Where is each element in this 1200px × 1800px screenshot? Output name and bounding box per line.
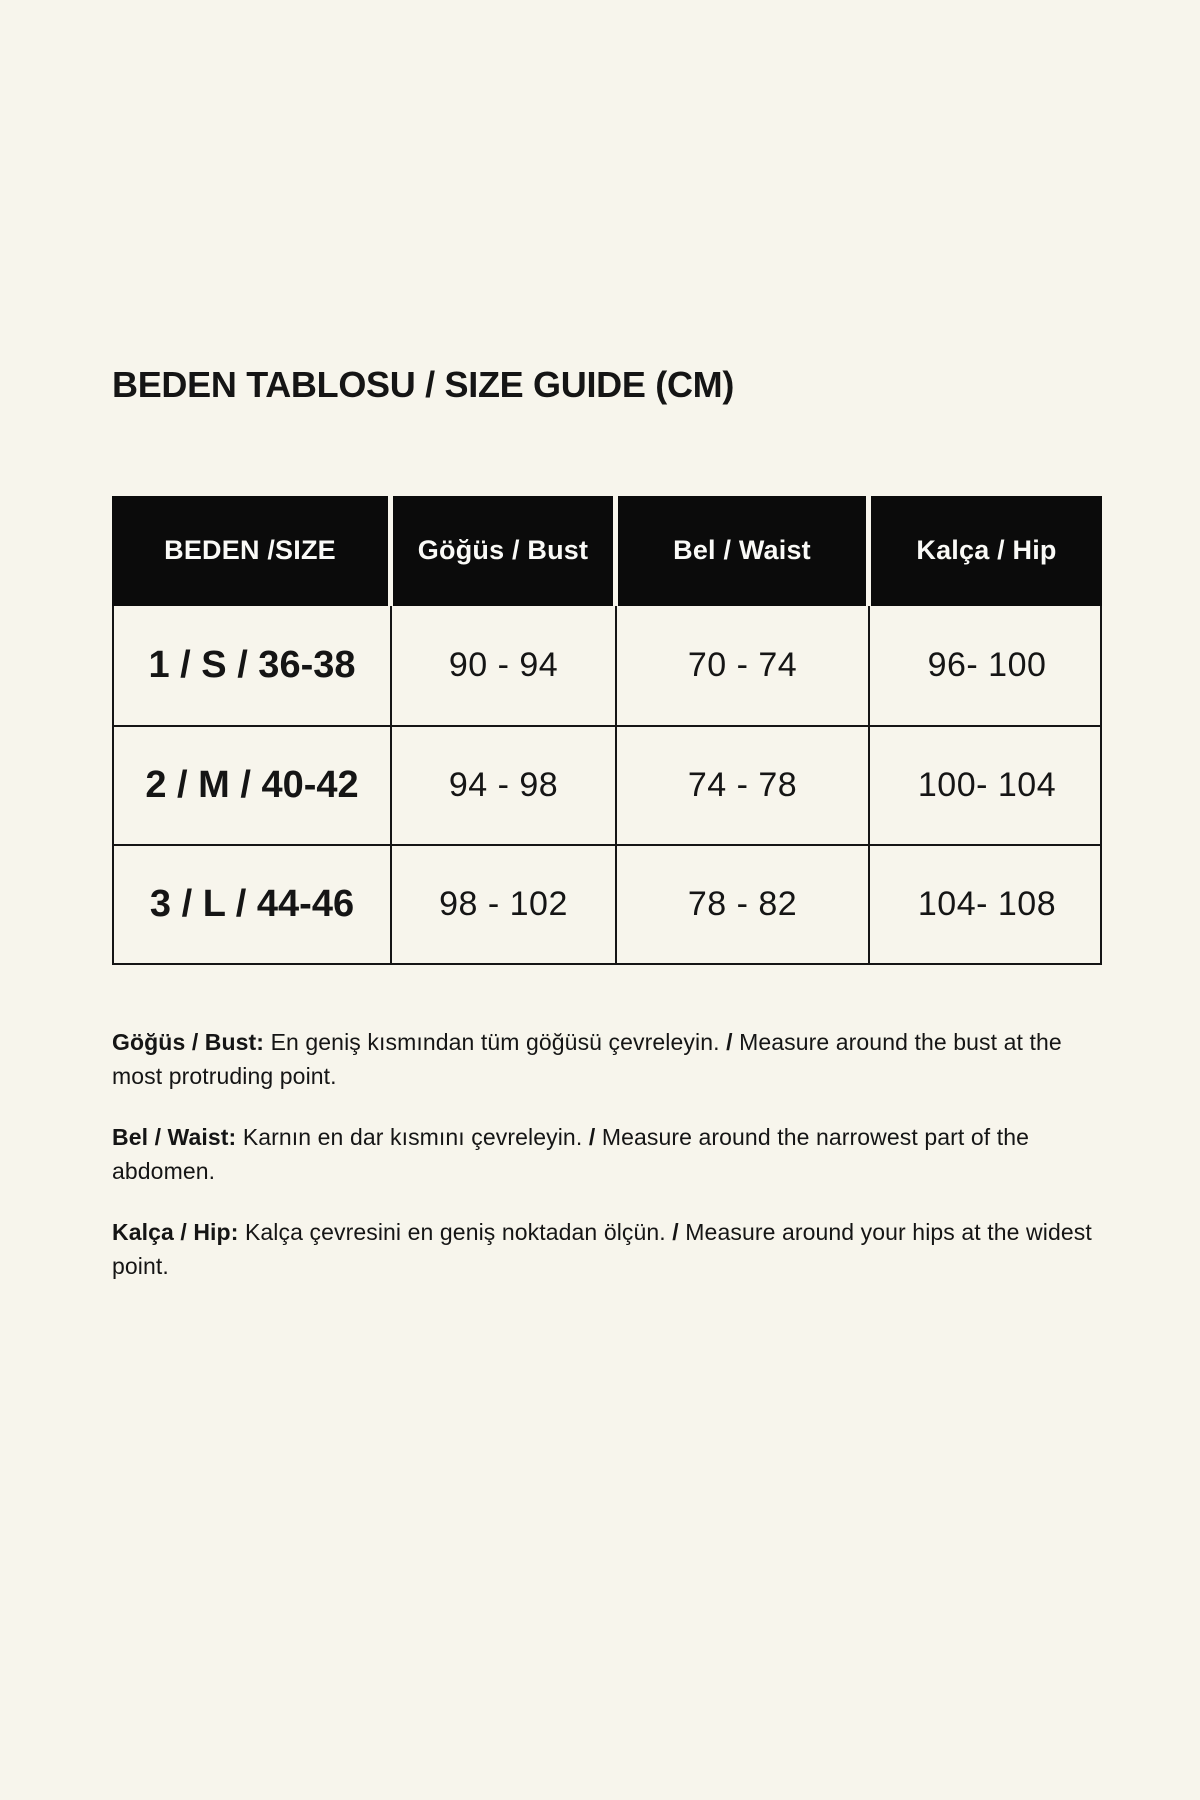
waist-cell: 78 - 82: [615, 846, 868, 963]
header-cell-waist: Bel / Waist: [613, 496, 866, 606]
size-table: [112, 496, 1102, 965]
header-cell-hip: Kalça / Hip: [866, 496, 1102, 606]
note-hip-english: Measure around your hips at the widest point.: [112, 1218, 1092, 1279]
note-hip: [112, 1215, 1104, 1283]
note-waist-english: Measure around the narrowest part of the abdomen.: [112, 1123, 1030, 1184]
table-body: [112, 606, 1102, 965]
note-waist-separator: /: [588, 1123, 596, 1150]
page-title: BEDEN TABLOSU / SIZE GUIDE (CM): [112, 364, 735, 405]
size-cell: 1 / S / 36-38: [148, 643, 356, 686]
measurement-notes: [112, 1025, 1104, 1283]
note-hip-separator: /: [672, 1218, 679, 1245]
note-hip-turkish: Kalça çevresini en geniş noktadan ölçün.: [244, 1218, 666, 1245]
note-bust-separator: /: [726, 1028, 733, 1055]
table-row: [114, 725, 1100, 844]
size-cell: 3 / L / 44-46: [149, 882, 355, 925]
bust-cell: 90 - 94: [390, 606, 615, 725]
header-cell-size: BEDEN /SIZE: [112, 496, 388, 606]
note-bust: [112, 1025, 1104, 1093]
note-bust-english: Measure around the bust at the most protruding point.: [112, 1028, 1062, 1089]
table-header-row: [112, 496, 1102, 606]
note-waist-turkish: Karnın en dar kısmını çevreleyin.: [242, 1123, 583, 1150]
note-bust-turkish: En geniş kısmından tüm göğüsü çevreleyin.: [270, 1028, 720, 1055]
table-row: [114, 844, 1100, 963]
bust-cell: 98 - 102: [390, 846, 615, 963]
size-cell: 2 / M / 40-42: [145, 763, 359, 806]
waist-cell: 74 - 78: [615, 727, 868, 844]
note-hip-label: Kalça / Hip:: [112, 1218, 239, 1245]
hip-cell: 100- 104: [868, 727, 1104, 844]
note-waist-label: Bel / Waist:: [112, 1123, 237, 1150]
note-waist: [112, 1120, 1104, 1188]
table-row: [114, 606, 1100, 725]
waist-cell: 70 - 74: [615, 606, 868, 725]
header-cell-bust: Göğüs / Bust: [388, 496, 613, 606]
bust-cell: 94 - 98: [390, 727, 615, 844]
note-bust-label: Göğüs / Bust:: [112, 1028, 265, 1055]
hip-cell: 96- 100: [868, 606, 1104, 725]
hip-cell: 104- 108: [868, 846, 1104, 963]
